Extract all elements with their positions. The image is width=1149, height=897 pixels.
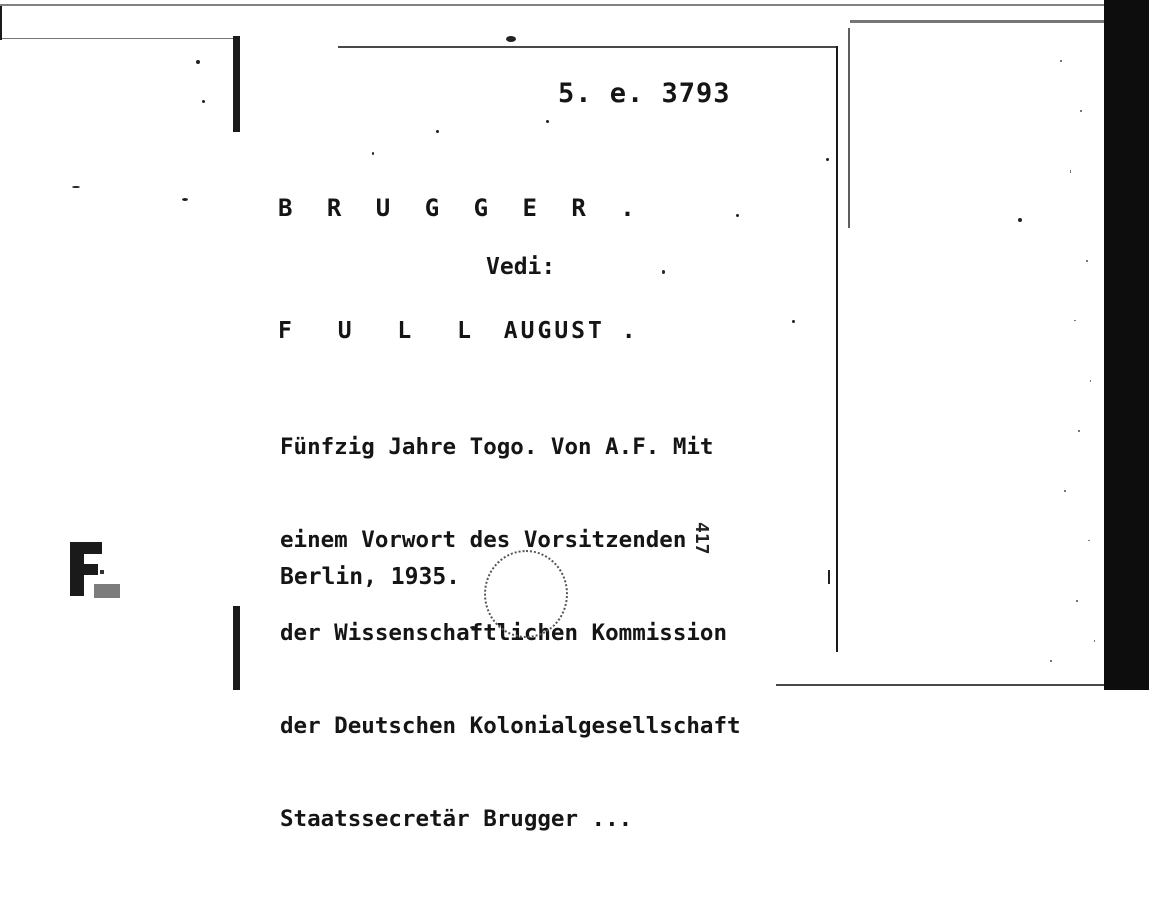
see-reference-label: Vedi: — [486, 254, 556, 280]
speck — [72, 186, 80, 188]
upper-dashed-line — [0, 38, 240, 39]
description-line: Fünfzig Jahre Togo. Von A.F. Mit — [280, 434, 714, 460]
speck — [436, 130, 439, 133]
speck — [506, 36, 516, 42]
heading-name: B R U G G E R . — [278, 194, 645, 222]
circular-stamp-icon — [484, 550, 568, 638]
speck — [202, 100, 205, 103]
speck — [182, 198, 188, 201]
card-top-edge — [338, 46, 838, 48]
side-mark: 417 — [691, 522, 712, 555]
scan-dark-margin — [1104, 0, 1149, 690]
description-line: einem Vorwort des Vorsitzenden — [280, 527, 687, 553]
speck — [196, 60, 200, 64]
card-right-edge — [836, 46, 838, 652]
scan-grain — [850, 20, 1104, 680]
left-card-edge-upper — [233, 36, 240, 132]
speck — [662, 270, 665, 274]
top-border-line — [0, 4, 1104, 6]
imprint: Berlin, 1935. — [280, 564, 461, 590]
author-surname: F U L L — [278, 318, 487, 344]
description-line: der Deutschen Kolonialgesellschaft — [280, 713, 741, 739]
speck — [828, 570, 830, 584]
description-line: der Wissenschaftlichen Kommission — [280, 620, 728, 646]
speck — [826, 158, 829, 161]
author-heading — [278, 318, 639, 344]
top-left-tick — [0, 6, 2, 40]
speck — [372, 152, 374, 155]
speck — [792, 320, 795, 323]
speck — [546, 120, 549, 123]
left-card-edge-lower — [233, 606, 240, 690]
speck — [736, 214, 739, 217]
call-number: 5. e. 3793 — [558, 78, 731, 109]
description-line: Staatssecretär Brugger ... — [280, 806, 633, 832]
bottom-edge-line — [776, 684, 1104, 686]
letter-f-stamp-icon — [66, 540, 124, 600]
author-forename: AUGUST . — [486, 318, 639, 344]
